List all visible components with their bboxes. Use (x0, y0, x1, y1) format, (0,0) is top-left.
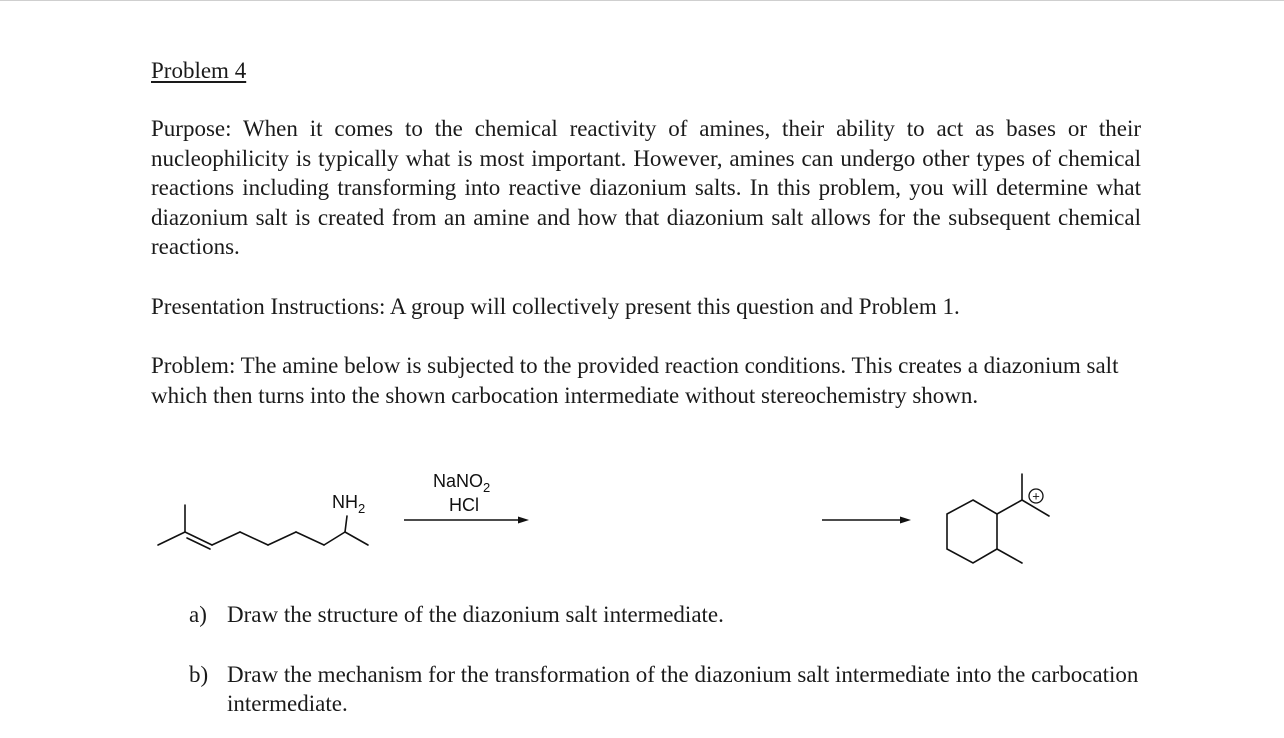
carbocation-structure (947, 474, 1049, 563)
question-label: b) (189, 661, 209, 687)
bond (324, 532, 345, 545)
problem-title: Problem 4 (151, 58, 247, 83)
question-label: a) (189, 602, 207, 627)
question-list (189, 600, 1139, 719)
question-text: Draw the structure of the diazonium salt intermediate. (227, 602, 724, 627)
top-border (0, 0, 1284, 1)
bond (185, 532, 212, 545)
purpose-paragraph: Purpose: When it comes to the chemical reactivity of amines, their ability to act as bases or their nucleophilicity is typically what is most important. However, amines can undergo other types of chemical reactions including transforming into reactive diazonium salts. In this problem, you will determine what diazonium salt is created from an amine and how that diazonium salt allows for the subsequent chemical reactions. (151, 116, 1141, 259)
bond (240, 532, 268, 545)
amine-nh2-label: $NH_2$ (332, 492, 366, 516)
presentation-instructions: Presentation Instructions: A group will collectively present this question and Problem 1. (151, 293, 960, 319)
cyclohexane-ring (947, 500, 997, 563)
bond (997, 500, 1022, 514)
c-n-bond (345, 516, 347, 532)
bond (345, 532, 368, 545)
amine-structure (158, 505, 368, 549)
problem-document (151, 56, 1141, 410)
bond (1022, 500, 1049, 516)
reaction-arrow-1 (404, 517, 529, 524)
svg-text:+: + (1032, 488, 1040, 504)
reagent-nano2: NaNO$_2$ (433, 471, 491, 495)
bond (268, 532, 296, 545)
positive-charge-icon (1029, 489, 1043, 504)
reaction-arrow-2 (822, 517, 911, 524)
bond (212, 532, 240, 545)
bond (997, 549, 1022, 563)
reagent-hcl: HCl (449, 495, 479, 515)
question-text: Draw the mechanism for the transformation of the diazonium salt intermediate into the carbocation intermediate. (227, 661, 1139, 716)
question-item (189, 600, 1139, 630)
double-bond-line (187, 538, 210, 549)
bond (158, 532, 185, 545)
problem-statement: Problem: The amine below is subjected to the provided reaction conditions. This creates a diazonium salt which then turns into the shown carbocation intermediate without stereochemistry shown. (151, 353, 1119, 408)
question-item (189, 660, 1139, 719)
bond (296, 532, 324, 545)
